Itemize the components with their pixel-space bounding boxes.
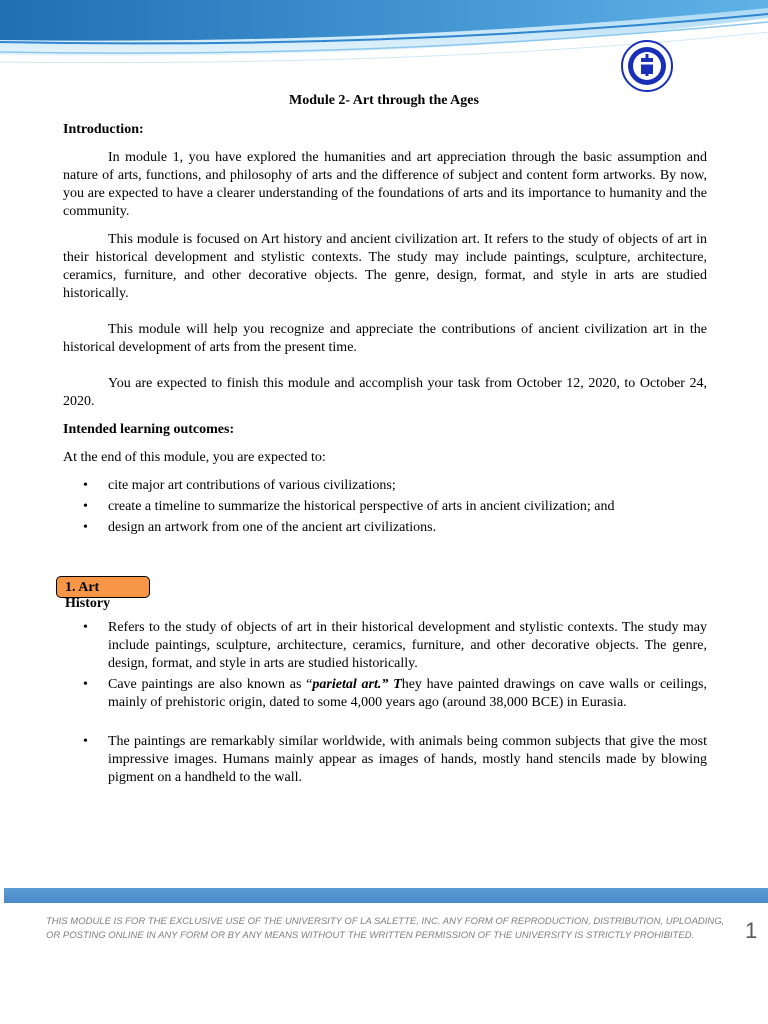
list-item: • The paintings are remarkably similar worldwide, with animals being common subjects that give the most impressive images. Humans mainly appear as images of hands, mostly hand stencils made by blowing pigment on a handheld to the wall. <box>83 734 707 785</box>
section-art-history-label: 1. Art History <box>56 576 150 598</box>
list-item: • Cave paintings are also known as “parietal art.” They have painted drawings on cave walls or ceilings, mainly of prehistoric origin, dated to some 4,000 years ago (around 38,000 BCE) in Eurasia. <box>83 677 707 710</box>
intro-paragraph-3: This module will help you recognize and appreciate the contributions of ancient civilization art in the historical development of arts from the present time. <box>63 322 707 355</box>
art-history-list <box>63 619 707 712</box>
list-item: • Refers to the study of objects of art in their historical development and stylistic contexts. The study may include paintings, sculpture, architecture, ceramics, furniture, and other decorative objects. The genre, design, format, and style in arts are studied historically. <box>83 620 707 671</box>
list-item: • design an artwork from one of the ancient art civilizations. <box>83 520 437 535</box>
outcomes-heading: Intended learning outcomes: <box>63 422 235 437</box>
list-item: • cite major art contributions of various civilizations; <box>83 478 396 493</box>
university-seal-logo <box>621 40 673 92</box>
outcomes-list <box>63 477 707 537</box>
intro-paragraph-4: You are expected to finish this module and accomplish your task from October 12, 2020, to October 24, 2020. <box>63 376 707 409</box>
page-number: 1 <box>745 918 758 943</box>
art-history-list-2 <box>63 733 707 787</box>
parietal-art-term: parietal art.” T <box>312 677 402 692</box>
outcomes-intro: At the end of this module, you are expected to: <box>63 450 326 465</box>
list-item: • create a timeline to summarize the historical perspective of arts in ancient civilization; and <box>83 499 615 514</box>
intro-paragraph-2: This module is focused on Art history and ancient civilization art. It refers to the study of objects of art in their historical development and stylistic contexts. The study may include paintings, sculpture, architecture, ceramics, furniture, and other decorative objects. The genre, design, format, and style in arts are studied historically. <box>63 232 707 301</box>
footer-bar <box>4 888 768 903</box>
footer-notice: THIS MODULE IS FOR THE EXCLUSIVE USE OF THE UNIVERSITY OF LA SALETTE, INC. ANY FORM OF REPRODUCTION, DISTRIBUTION, UPLOADING, OR POSTING ONLINE IN ANY FORM OR BY ANY MEANS WITHOUT THE WRITTEN PERMISSION OF THE UNIVERSITY IS STRICTLY PROHIBITED. <box>46 916 725 941</box>
introduction-heading: Introduction: <box>63 122 144 137</box>
document-body <box>63 121 707 790</box>
page-title: Module 2- Art through the Ages <box>289 93 479 108</box>
intro-paragraph-1: In module 1, you have explored the humanities and art appreciation through the basic assumption and nature of arts, functions, and philosophy of arts and the difference of subject and content form artworks. By now, you are expected to have a clearer understanding of the foundations of arts and its importance to humanity and the community. <box>63 150 707 219</box>
